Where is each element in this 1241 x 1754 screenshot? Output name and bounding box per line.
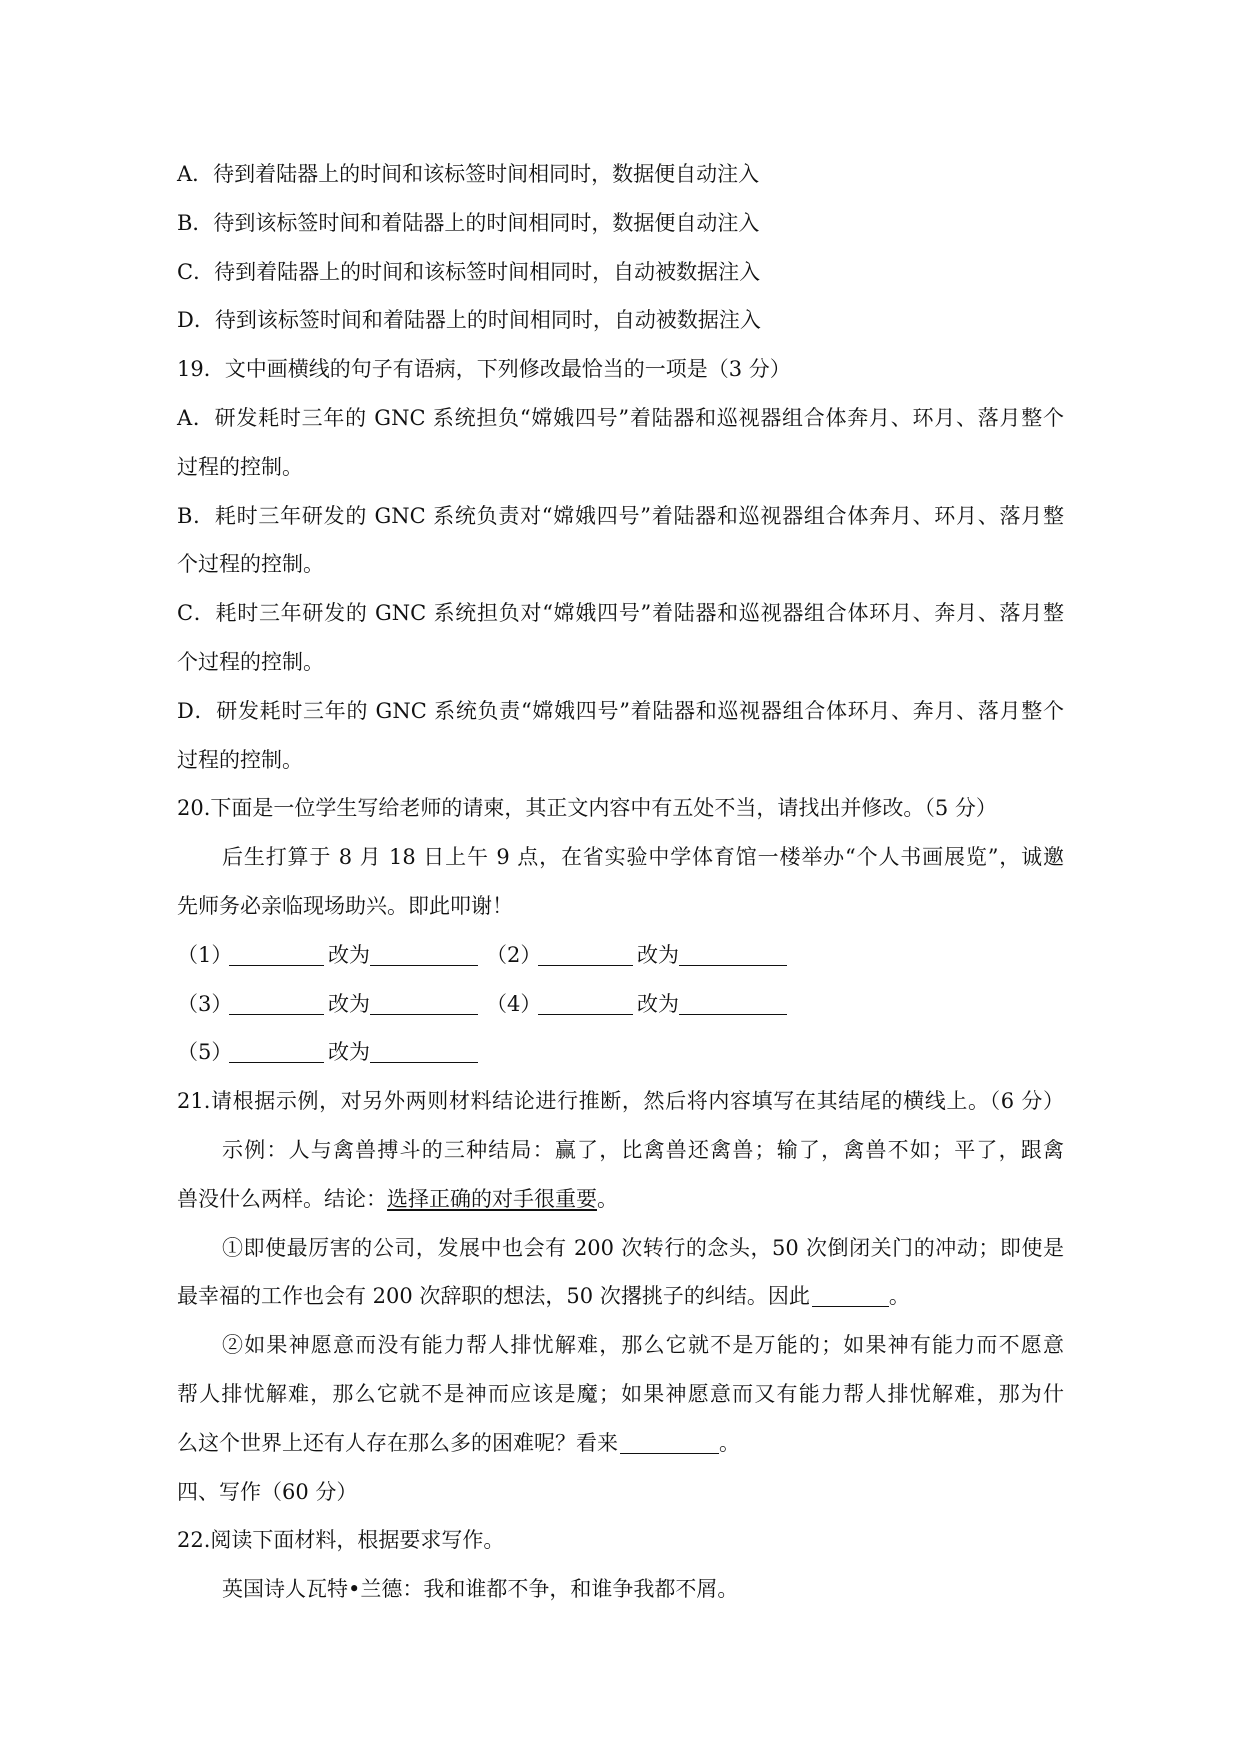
answer-label-1: （1）: [177, 942, 233, 967]
answer-blank-1-correction: [370, 944, 478, 966]
answer-connector: 改为: [637, 991, 679, 1016]
q19-option-b-line1: B．耗时三年研发的 GNC 系统负责对“嫦娥四号”着陆器和巡视器组合体奔月、环月、落月整: [177, 503, 1064, 528]
answer-blank-4-original: [538, 993, 633, 1015]
q21-material1-blank: [812, 1285, 889, 1307]
q20-answer-row-2: [177, 980, 1064, 1029]
q21-example-prefix: 兽没什么两样。结论：: [177, 1186, 387, 1211]
answer-connector: 改为: [328, 942, 370, 967]
answer-blank-2-correction: [679, 944, 787, 966]
answer-label-4: （4）: [486, 991, 542, 1016]
q21-material2-line3: [177, 1419, 1064, 1468]
q22-material: 英国诗人瓦特•兰德：我和谁都不争，和谁争我都不屑。: [222, 1577, 739, 1602]
q19-option-a-line1: A．研发耗时三年的 GNC 系统担负“嫦娥四号”着陆器和巡视器组合体奔月、环月、落月整个: [177, 405, 1064, 430]
q21-material2-text: 么这个世界上还有人存在那么多的困难呢？看来: [177, 1430, 618, 1455]
exam-content: [177, 150, 1064, 1614]
answer-blank-3-correction: [370, 993, 478, 1015]
q20-passage-line2: 先师务必亲临现场助兴。即此叩谢！: [177, 893, 513, 918]
q21-stem: 21.请根据示例，对另外两则材料结论进行推断，然后将内容填写在其结尾的横线上。（6 分）: [177, 1089, 1064, 1114]
q21-material2-end: 。: [719, 1430, 740, 1455]
q18-option-b: B．待到该标签时间和着陆器上的时间相同时，数据便自动注入: [177, 210, 760, 235]
q21-material1-text: 最幸福的工作也会有 200 次辞职的想法，50 次撂挑子的纠结。因此: [177, 1284, 810, 1309]
q18-option-c: C．待到着陆器上的时间和该标签时间相同时，自动被数据注入: [177, 259, 761, 284]
q21-example-line2: [177, 1175, 1064, 1224]
answer-connector: 改为: [328, 1040, 370, 1065]
answer-label-5: （5）: [177, 1040, 233, 1065]
q18-option-d: D．待到该标签时间和着陆器上的时间相同时，自动被数据注入: [177, 308, 761, 333]
q20-answer-row-3: [177, 1028, 1064, 1077]
q21-example-end: 。: [597, 1186, 618, 1211]
q19-option-d-line2: 过程的控制。: [177, 747, 303, 772]
answer-blank-5-correction: [370, 1041, 478, 1063]
q19-option-b-line2: 个过程的控制。: [177, 552, 324, 577]
q20-stem: 20.下面是一位学生写给老师的请柬，其正文内容中有五处不当，请找出并修改。（5 分）: [177, 796, 997, 821]
answer-blank-5-original: [229, 1041, 324, 1063]
q21-example-line1: 示例：人与禽兽搏斗的三种结局：赢了，比禽兽还禽兽；输了，禽兽不如；平了，跟禽: [222, 1137, 1064, 1162]
q21-material2-line1: ②如果神愿意而没有能力帮人排忧解难，那么它就不是万能的；如果神有能力而不愿意: [222, 1333, 1064, 1358]
answer-blank-3-original: [229, 993, 324, 1015]
q21-material2-line2: 帮人排忧解难，那么它就不是神而应该是魔；如果神愿意而又有能力帮人排忧解难，那为什: [177, 1381, 1064, 1406]
q21-material1-line1: ①即使最厉害的公司，发展中也会有 200 次转行的念头，50 次倒闭关门的冲动；即使是: [222, 1235, 1064, 1260]
answer-blank-4-correction: [679, 993, 787, 1015]
answer-connector: 改为: [637, 942, 679, 967]
q20-passage-line1: 后生打算于 8 月 18 日上午 9 点，在省实验中学体育馆一楼举办“个人书画展览”，诚邀: [222, 845, 1064, 870]
q19-stem: 19．文中画横线的句子有语病，下列修改最恰当的一项是（3 分）: [177, 357, 791, 382]
answer-connector: 改为: [328, 991, 370, 1016]
q21-material1-line2: [177, 1272, 1064, 1321]
q19-option-d-line1: D．研发耗时三年的 GNC 系统负责“嫦娥四号”着陆器和巡视器组合体环月、奔月、落月整个: [177, 698, 1064, 723]
answer-label-3: （3）: [177, 991, 233, 1016]
q19-option-c-line1: C．耗时三年研发的 GNC 系统担负对“嫦娥四号”着陆器和巡视器组合体环月、奔月、落月整: [177, 601, 1064, 626]
q21-material1-end: 。: [888, 1284, 910, 1309]
answer-blank-1-original: [229, 944, 324, 966]
q19-option-a-line2: 过程的控制。: [177, 454, 303, 479]
answer-label-2: （2）: [486, 942, 542, 967]
q19-option-c-line2: 个过程的控制。: [177, 649, 324, 674]
q18-option-a: A．待到着陆器上的时间和该标签时间相同时，数据便自动注入: [177, 162, 760, 186]
q20-answer-row-1: [177, 931, 1064, 980]
q21-example-conclusion: 选择正确的对手很重要: [387, 1186, 597, 1211]
q21-material2-blank: [620, 1432, 719, 1454]
section4-heading: 四、写作（60 分）: [177, 1479, 358, 1504]
q22-stem: 22.阅读下面材料，根据要求写作。: [177, 1528, 505, 1553]
answer-blank-2-original: [538, 944, 633, 966]
